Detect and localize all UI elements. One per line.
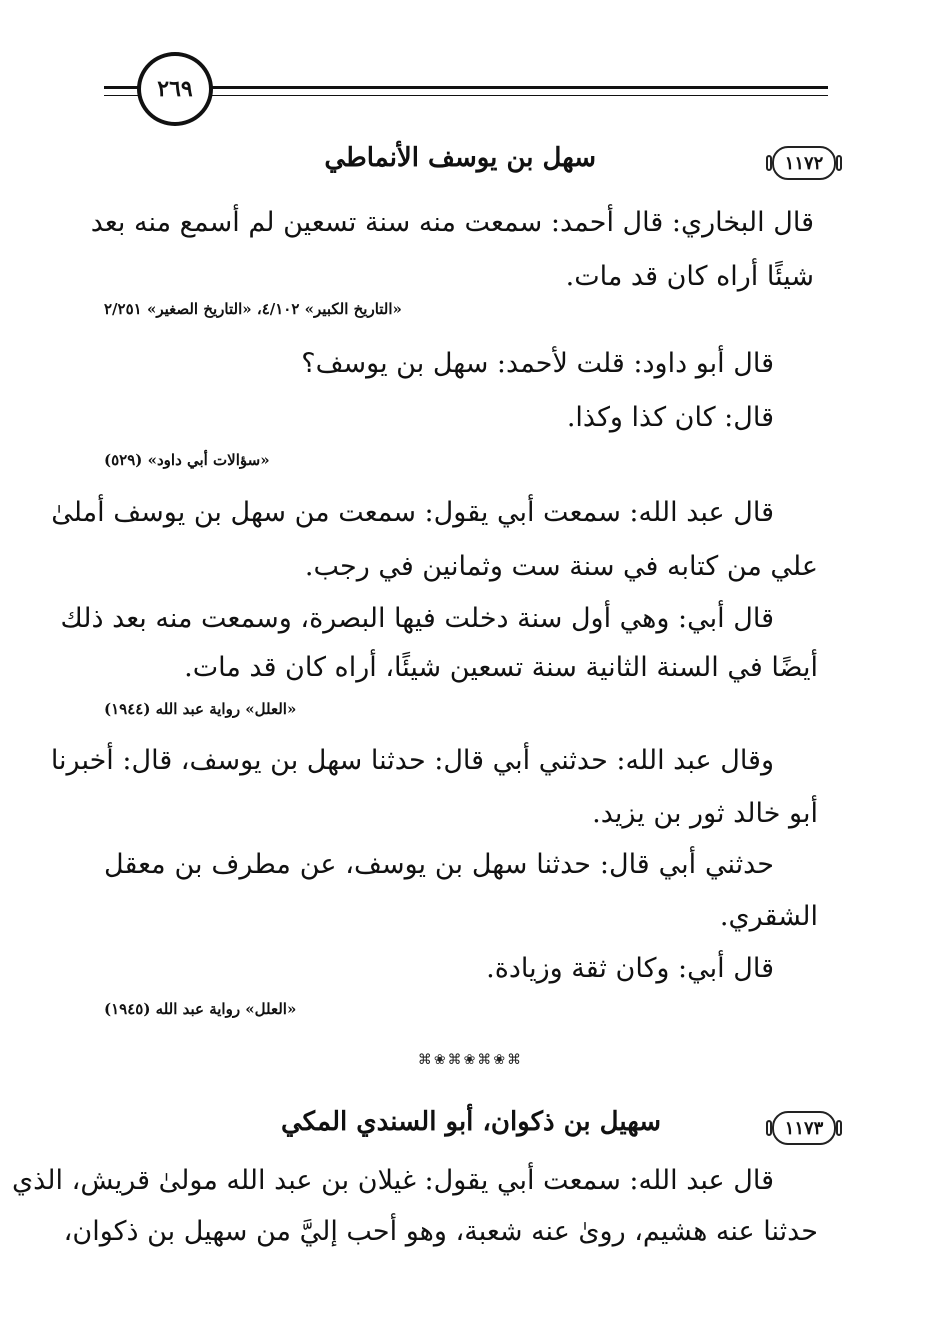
- entry-number-badge: ١١٧٢: [772, 146, 836, 180]
- text-line: قال أبي: وكان ثقة وزيادة.: [486, 953, 774, 984]
- source-citation: «التاريخ الكبير» ٤/١٠٢، «التاريخ الصغير» ٢/٢٥١: [104, 300, 402, 318]
- text-line: أيضًا في السنة الثانية سنة تسعين شيئًا، أراه كان قد مات.: [184, 652, 818, 683]
- text-line: قال البخاري: قال أحمد: سمعت منه سنة تسعين لم أسمع منه بعد: [90, 207, 814, 238]
- source-citation: «سؤالات أبي داود» (٥٢٩): [104, 451, 270, 469]
- section-ornament: ⌘❀⌘❀⌘❀⌘: [417, 1052, 524, 1068]
- text-line: قال: كان كذا وكذا.: [566, 402, 774, 433]
- text-line: قال أبي: وهي أول سنة دخلت فيها البصرة، وسمعت منه بعد ذلك: [60, 603, 774, 634]
- text-line: قال عبد الله: سمعت أبي يقول: غيلان بن عبد الله مولىٰ قريش، الذي: [11, 1165, 774, 1196]
- text-line: وقال عبد الله: حدثني أبي قال: حدثنا سهل بن يوسف، قال: أخبرنا: [50, 745, 774, 776]
- text-line: قال عبد الله: سمعت أبي يقول: سمعت من سهل بن يوسف أملىٰ: [51, 497, 774, 528]
- page-number: ٢٦٩: [137, 52, 213, 126]
- entry-title: سهيل بن ذكوان، أبو السندي المكي: [281, 1107, 661, 1137]
- header-rule-thin: [104, 95, 828, 96]
- source-citation: «العلل» رواية عبد الله (١٩٤٤): [104, 700, 297, 718]
- text-line: الشقري.: [719, 901, 818, 932]
- text-line: شيئًا أراه كان قد مات.: [565, 261, 814, 292]
- text-line: قال أبو داود: قلت لأحمد: سهل بن يوسف؟: [301, 348, 774, 379]
- entry-number-badge: ١١٧٣: [772, 1111, 836, 1145]
- text-line: حدثني أبي قال: حدثنا سهل بن يوسف، عن مطرف بن معقل: [104, 849, 774, 880]
- entry-title: سهل بن يوسف الأنماطي: [324, 143, 596, 173]
- source-citation: «العلل» رواية عبد الله (١٩٤٥): [104, 1000, 297, 1018]
- text-line: علي من كتابه في سنة ست وثمانين في رجب.: [304, 551, 818, 582]
- text-line: حدثنا عنه هشيم، روىٰ عنه شعبة، وهو أحب إليَّ من سهيل بن ذكوان،: [63, 1216, 818, 1247]
- text-line: أبو خالد ثور بن يزيد.: [592, 798, 818, 829]
